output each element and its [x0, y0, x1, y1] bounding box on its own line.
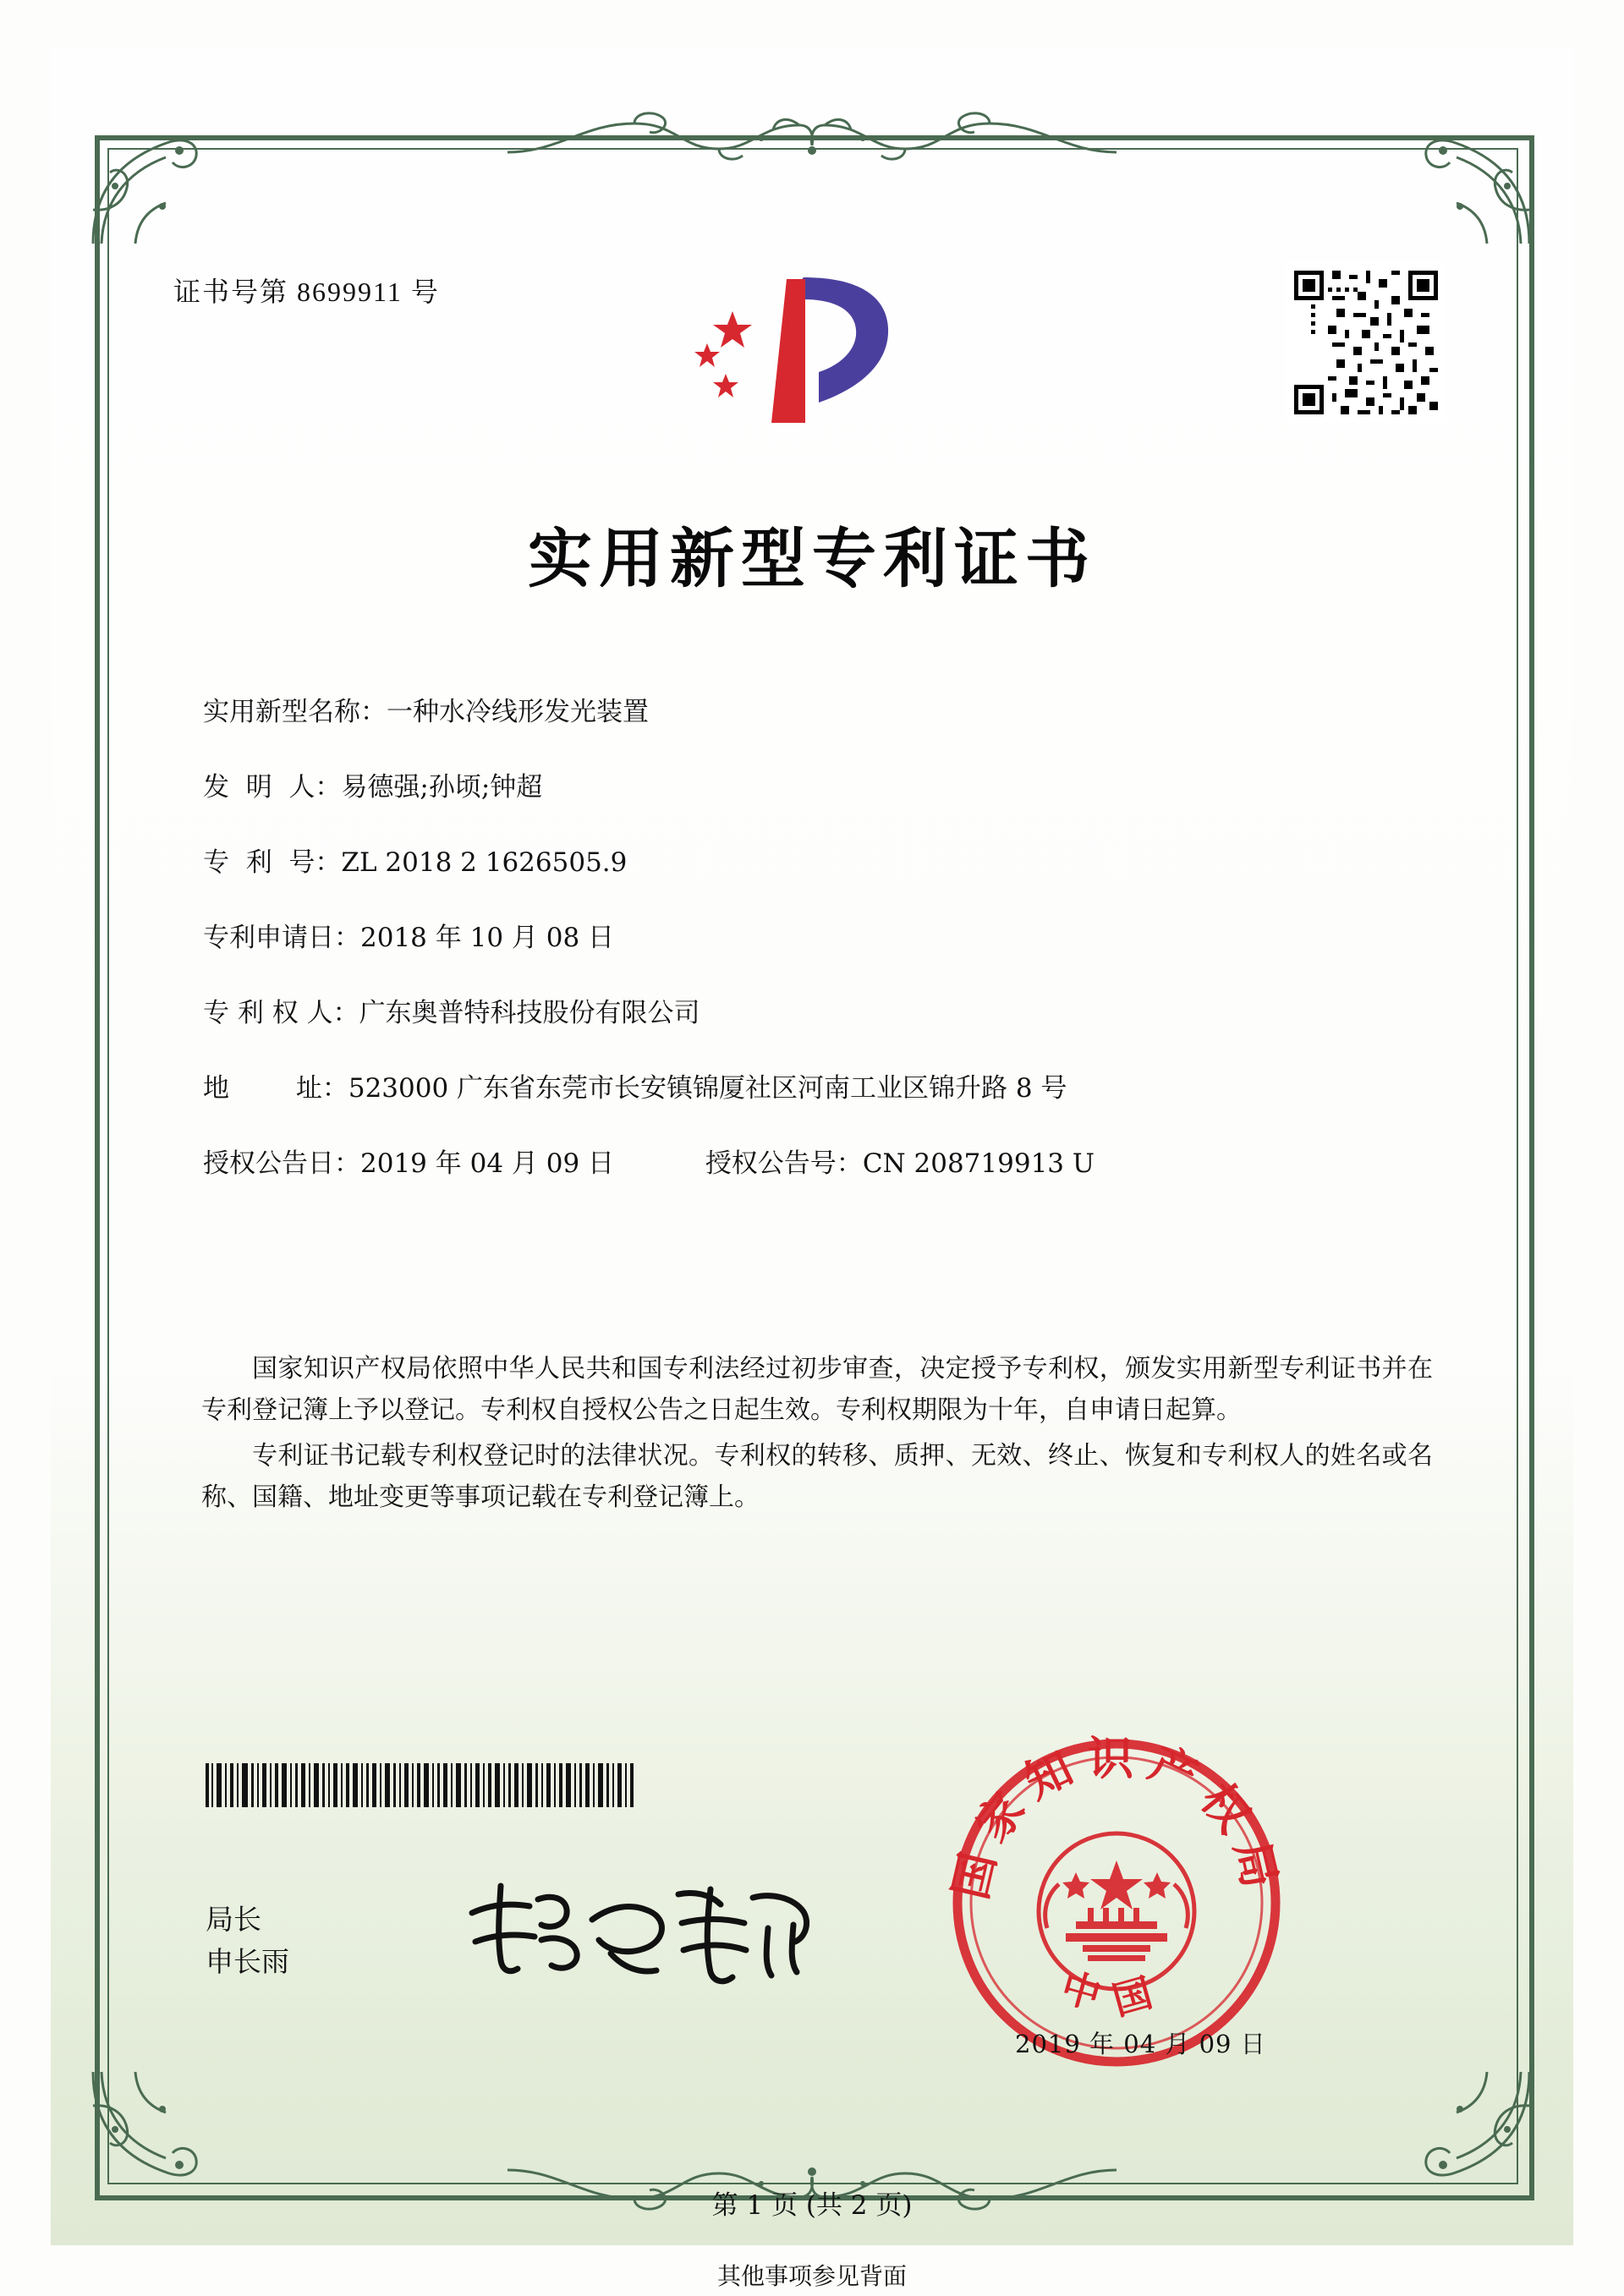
field-label: 发 明 人： — [203, 771, 342, 803]
field-address — [203, 1070, 1429, 1108]
corner-flourish-icon — [85, 2063, 211, 2190]
field-grant-row — [203, 1145, 1429, 1183]
field-value: 易德强;孙顷;钟超 — [341, 771, 543, 803]
director-name: 申长雨 — [206, 1944, 289, 1978]
field-value: ZL 2018 2 1626505.9 — [341, 847, 628, 878]
paragraph: 国家知识产权局依照中华人民共和国专利法经过初步审查，决定授予专利权，颁发实用新型专利证书并在专利登记簿上予以登记。专利权自授权公告之日起生效。专利权期限为十年，自申请日起算。 — [201, 1354, 1433, 1425]
field-label: 专 利 号： — [203, 847, 342, 878]
field-value: 2018 年 10 月 08 日 — [360, 922, 615, 953]
cnipa-star-p-logo-icon — [677, 262, 947, 431]
field-label: 地 址： — [203, 1072, 348, 1104]
barcode-icon — [206, 1763, 637, 1807]
svg-text:中国: 中国 — [1056, 1964, 1177, 2025]
paragraph: 专利证书记载专利权登记时的法律状况。专利权的转移、质押、无效、终止、恢复和专利权人的姓名或名称、国籍、地址变更等事项记载在专利登记簿上。 — [201, 1441, 1433, 1512]
field-label: 专 利 权 人： — [203, 997, 359, 1028]
page-title: 实用新型专利证书 — [528, 521, 1096, 596]
top-ornament-icon — [508, 108, 1116, 167]
seal-date: 2019 年 04 月 09 日 — [1015, 2030, 1266, 2058]
field-value: 一种水冷线形发光装置 — [387, 697, 649, 727]
field-utility-model-name — [203, 693, 1429, 732]
page-indicator: 第 1 页 (共 2 页) — [711, 2190, 913, 2221]
field-label: 专利申请日： — [203, 922, 360, 953]
red-official-seal-icon — [947, 1734, 1286, 2072]
field-label: 授权公告号： — [705, 1148, 863, 1179]
field-list — [203, 693, 1429, 1217]
director-title: 局长 — [206, 1903, 261, 1936]
svg-text:国家知识产权局: 国家知识产权局 — [947, 1734, 1286, 1904]
field-patentee — [203, 995, 1429, 1033]
corner-flourish-icon — [1411, 2063, 1538, 2190]
qr-code-icon — [1286, 262, 1446, 423]
corner-flourish-icon — [1411, 125, 1538, 252]
back-note: 其他事项参见背面 — [716, 2262, 907, 2290]
field-value: 523000 广东省东莞市长安镇锦厦社区河南工业区锦升路 8 号 — [348, 1072, 1067, 1104]
grant-announcement-date — [203, 1145, 614, 1183]
signature-block — [206, 1899, 289, 1982]
field-value: 2019 年 04 月 09 日 — [360, 1148, 615, 1179]
field-value: CN 208719913 U — [862, 1148, 1095, 1179]
field-label: 实用新型名称： — [203, 697, 387, 727]
corner-flourish-icon — [85, 125, 211, 252]
field-patent-number — [203, 844, 1429, 882]
legal-text — [201, 1349, 1433, 1523]
field-value: 广东奥普特科技股份有限公司 — [359, 997, 700, 1028]
field-inventors — [203, 769, 1429, 807]
field-application-date — [203, 919, 1429, 957]
certificate-number: 证书号第 8699911 号 — [173, 277, 440, 307]
field-label: 授权公告日： — [203, 1148, 360, 1179]
handwritten-signature-icon — [457, 1869, 829, 1987]
grant-announcement-number — [705, 1145, 1095, 1183]
